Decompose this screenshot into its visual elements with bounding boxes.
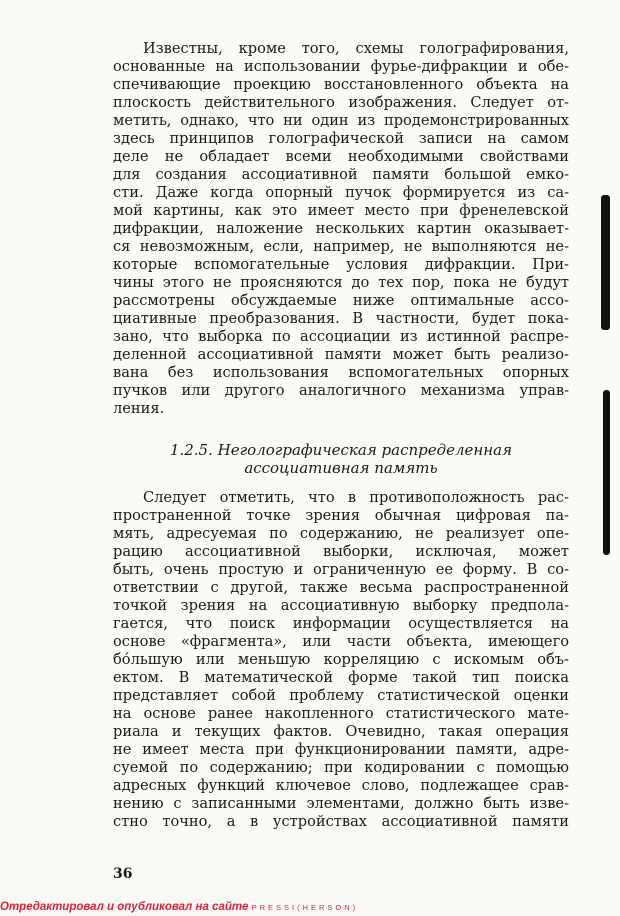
text-line: адресных функций ключевое слово, подлежащее срав- xyxy=(113,777,569,794)
text-line: вана без использования вспомогательных опорных xyxy=(113,364,569,381)
text-line: стно точно, а в устройствах ассоциативной памяти xyxy=(113,813,569,830)
footer-credit xyxy=(0,899,620,915)
text-line: гается, что поиск информации осуществляется на xyxy=(113,615,569,632)
text-line: сти. Даже когда опорный пучок формируется из са- xyxy=(113,184,569,201)
text-line: представляет собой проблему статистической оценки xyxy=(113,687,569,704)
text-line: деле не обладает всеми необходимыми свойствами xyxy=(113,148,569,165)
text-line: которые вспомогательные условия дифракции. При- xyxy=(113,256,569,273)
text-line: основанные на использовании фурье-дифракции и обе- xyxy=(113,58,569,75)
text-line: циативные преобразования. В частности, будет пока- xyxy=(113,310,569,327)
footer-brand: PRESSI(HERSON) xyxy=(251,903,359,912)
text-line: ления. xyxy=(113,400,165,417)
text-line: метить, однако, что ни один из продемонстрированных xyxy=(113,112,569,129)
footer-credit-text: Отредактировал и опубликовал на сайте xyxy=(0,901,249,913)
text-line: для создания ассоциативной памяти большой емко- xyxy=(113,166,569,183)
text-line: мять, адресуемая по содержанию, не реализует опе- xyxy=(113,525,569,542)
text-line: точкой зрения на ассоциативную выборку предпола- xyxy=(113,597,569,614)
text-line: зано, что выборка по ассоциации из истинной распре- xyxy=(113,328,569,345)
text-line: пространенной точке зрения обычная цифровая па- xyxy=(113,507,569,524)
text-line: дифракции, наложение нескольких картин оказывает- xyxy=(113,220,569,237)
text-line: Следует отметить, что в противоположность рас- xyxy=(143,489,569,506)
text-line: суемой по содержанию; при кодировании с помощью xyxy=(113,759,569,776)
scan-edge-mark-upper xyxy=(601,195,610,330)
text-line: спечивающие проекцию восстановленного объекта на xyxy=(113,76,569,93)
text-line: ответствии с другой, также весьма распространенной xyxy=(113,579,569,596)
text-line: чины этого не проясняются до тех пор, пока не будут xyxy=(113,274,569,291)
text-line: Известны, кроме того, схемы голографирования, xyxy=(143,40,569,57)
paragraph-2 xyxy=(113,489,569,831)
text-line: на основе ранее накопленного статистического мате- xyxy=(113,705,569,722)
text-line: основе «фрагмента», или части объекта, имеющего xyxy=(113,633,569,650)
section-heading xyxy=(113,441,569,477)
text-line: плоскость действительного изображения. Следует от- xyxy=(113,94,569,111)
text-line: не имеет места при функционировании памяти, адре- xyxy=(113,741,569,758)
paragraph-1 xyxy=(113,40,569,418)
text-line: рацию ассоциативной выборки, исключая, может xyxy=(113,543,569,560)
text-line: пучков или другого аналогичного механизма управ- xyxy=(113,382,569,399)
text-line: быть, очень простую и ограниченную ее форму. В со- xyxy=(113,561,569,578)
page-number: 36 xyxy=(113,866,133,882)
text-line: рассмотрены обсуждаемые ниже оптимальные ассо- xyxy=(113,292,569,309)
text-line: ся невозможным, если, например, не выполняются не- xyxy=(113,238,569,255)
text-line: здесь принципов голографической записи на самом xyxy=(113,130,569,147)
section-heading-line-2: ассоциативная память xyxy=(244,459,438,477)
text-line: бо́льшую или меньшую корреляцию с искомым объ- xyxy=(113,651,569,668)
text-line: мой картины, как это имеет место при френелевской xyxy=(113,202,569,219)
text-line: нению с записанными элементами, должно быть изве- xyxy=(113,795,569,812)
text-line: ектом. В математической форме такой тип поиска xyxy=(113,669,569,686)
section-heading-line-1: 1.2.5. Неголографическая распределенная xyxy=(169,441,513,459)
text-line: риала и текущих фактов. Очевидно, такая операция xyxy=(113,723,569,740)
scan-edge-mark-lower xyxy=(603,390,610,555)
text-line: деленной ассоциативной памяти может быть реализо- xyxy=(113,346,569,363)
